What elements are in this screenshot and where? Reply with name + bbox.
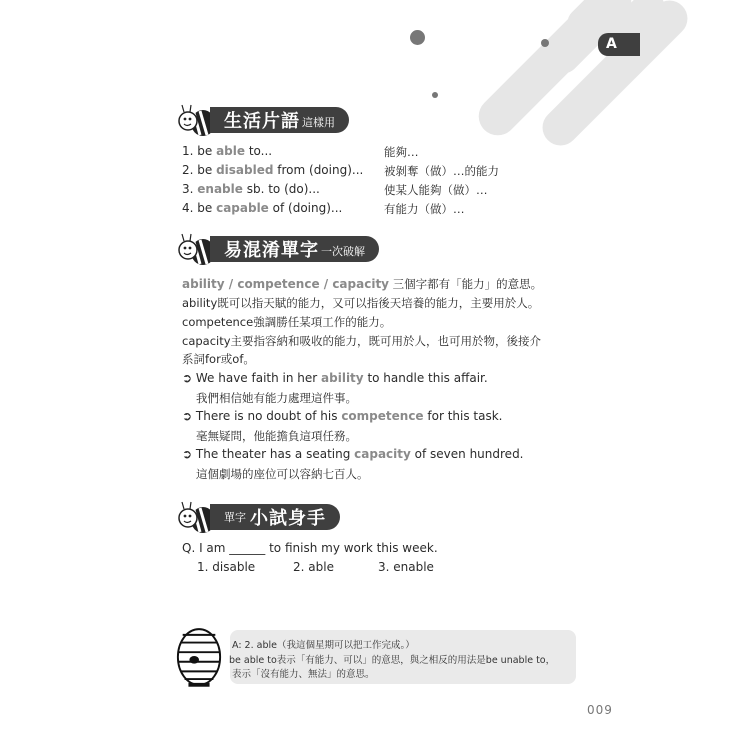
explanation-line: capacity主要指容納和吸收的能力，既可用於人，也可用於物，後接介 — [182, 334, 542, 348]
example-keyword: capacity — [354, 447, 411, 461]
phrase-translation: 能夠… — [384, 145, 419, 159]
section-header-phrases — [178, 101, 378, 133]
intro-line — [182, 276, 542, 292]
phrase-keyword: able — [216, 144, 246, 158]
phrase-translation: 被剝奪（做）…的能力 — [384, 164, 499, 178]
quiz-option: 2. able — [293, 560, 334, 574]
section-subtitle: 一次破解 — [321, 245, 365, 258]
phrase-translation: 有能力（做）… — [384, 202, 465, 216]
phrase-item — [182, 182, 320, 196]
explanation-line: 系詞for或of。 — [182, 352, 255, 366]
beehive-icon — [175, 625, 223, 687]
example-sentence — [182, 371, 488, 385]
example-text: for this task. — [423, 409, 503, 423]
example-sentence — [182, 409, 503, 423]
arrow-icon: ➲ — [182, 447, 193, 461]
section-title: 易混淆單字 — [224, 240, 319, 261]
section-title-pill — [210, 107, 349, 133]
section-header-confusing-words — [178, 230, 408, 262]
answer-line: 表示「沒有能力、無法」的意思。 — [232, 669, 375, 680]
explanation-line: competence強調勝任某項工作的能力。 — [182, 315, 392, 329]
example-keyword: ability — [321, 371, 364, 385]
example-translation: 這個劇場的座位可以容納七百人。 — [196, 467, 369, 481]
phrase-text: sb. to (do)... — [242, 182, 320, 196]
example-text: We have faith in her — [192, 371, 322, 385]
phrase-text: from (doing)... — [273, 163, 364, 177]
phrase-text: 2. be — [182, 163, 217, 177]
example-keyword: competence — [341, 409, 424, 423]
example-translation: 我們相信她有能力處理這件事。 — [196, 391, 357, 405]
phrase-keyword: capable — [216, 201, 269, 215]
phrase-text: 4. be — [182, 201, 217, 215]
example-text: of seven hundred. — [410, 447, 524, 461]
phrase-text: 3. — [182, 182, 198, 196]
decorative-dot — [432, 92, 438, 98]
arrow-icon: ➲ — [182, 371, 193, 385]
example-sentence — [182, 447, 524, 461]
section-subtitle: 這樣用 — [302, 116, 335, 129]
example-text: to handle this affair. — [363, 371, 488, 385]
explanation-line: ability既可以指天賦的能力，又可以指後天培養的能力，主要用於人。 — [182, 296, 540, 310]
chapter-tab: A — [598, 33, 640, 56]
example-text: There is no doubt of his — [192, 409, 342, 423]
section-title: 小試身手 — [250, 508, 326, 529]
phrase-text: of (doing)... — [268, 201, 343, 215]
quiz-option: 3. enable — [378, 560, 434, 574]
phrase-keyword: enable — [197, 182, 243, 196]
quiz-question: Q. I am ______ to finish my work this week. — [182, 541, 438, 555]
phrase-keyword: disabled — [216, 163, 274, 177]
phrase-translation: 使某人能夠（做）… — [384, 183, 488, 197]
section-header-quiz — [178, 498, 378, 530]
section-title-pill — [210, 504, 340, 530]
intro-keywords: ability / competence / capacity — [182, 277, 390, 291]
answer-line: be able to表示「有能力、可以」的意思，與之相反的用法是be unable to， — [229, 655, 556, 666]
example-text: The theater has a seating — [192, 447, 355, 461]
phrase-item — [182, 201, 342, 215]
answer-line: A: 2. able（我這個星期可以把工作完成。） — [232, 640, 415, 651]
phrase-text: to... — [245, 144, 273, 158]
page-number: 009 — [587, 703, 613, 717]
phrase-item — [182, 163, 363, 177]
intro-text: 三個字都有「能力」的意思。 — [389, 277, 543, 291]
phrase-item — [182, 144, 272, 158]
decorative-dot — [410, 30, 425, 45]
section-title: 生活片語 — [224, 111, 300, 132]
quiz-option: 1. disable — [197, 560, 256, 574]
section-title-pill — [210, 236, 379, 262]
phrase-text: 1. be — [182, 144, 217, 158]
decorative-dot — [541, 39, 549, 47]
example-translation: 毫無疑問，他能擔負這項任務。 — [196, 429, 357, 443]
arrow-icon: ➲ — [182, 409, 193, 423]
section-prefix: 單字 — [224, 511, 246, 524]
